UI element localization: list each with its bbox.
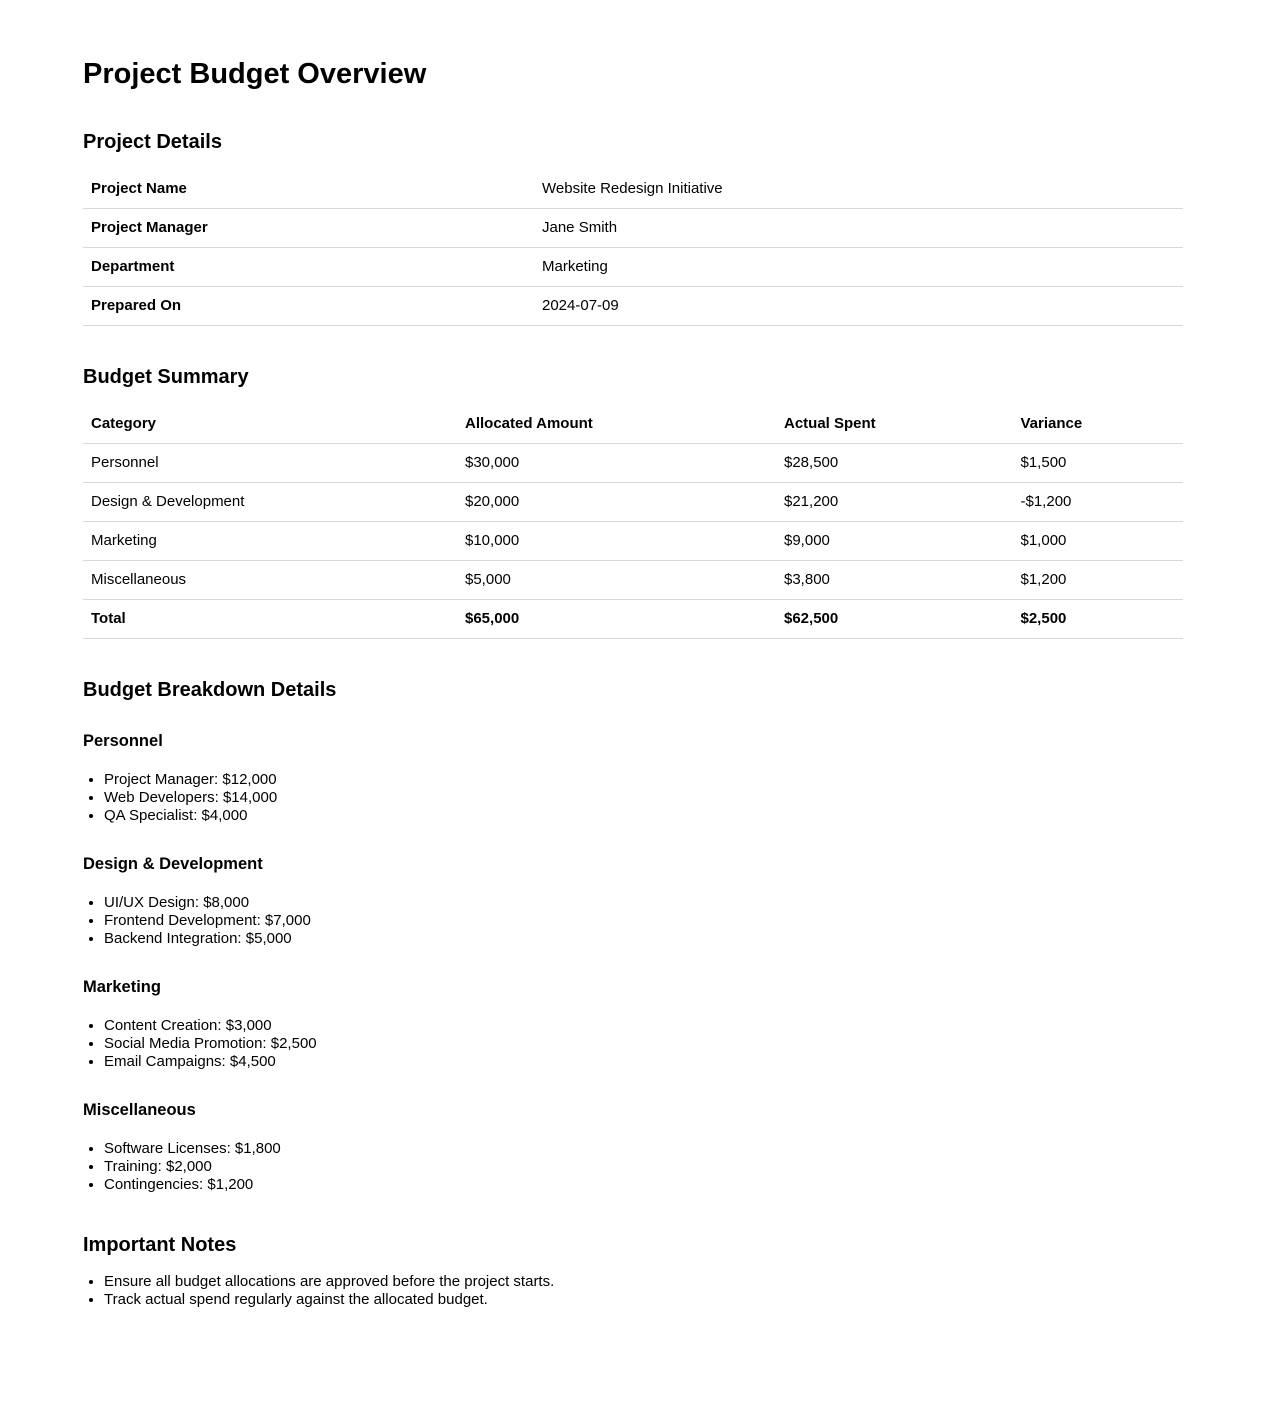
breakdown-list bbox=[83, 1140, 1183, 1194]
breakdown-list-item: • Training: $2,000 bbox=[104, 1158, 1183, 1176]
budget-summary-cell: $3,800 bbox=[776, 561, 1013, 600]
project-details-label: Project Name bbox=[83, 170, 534, 209]
section-heading-budget-summary: Budget Summary bbox=[83, 366, 249, 388]
budget-summary-column-header: Category bbox=[83, 405, 457, 444]
budget-summary-column-header: Allocated Amount bbox=[457, 405, 776, 444]
project-details-table bbox=[83, 170, 1183, 326]
project-details-value: 2024-07-09 bbox=[534, 287, 1183, 326]
budget-summary-cell: $9,000 bbox=[776, 522, 1013, 561]
breakdown-list-item: • Software Licenses: $1,800 bbox=[104, 1140, 1183, 1158]
budget-summary-cell: $1,200 bbox=[1013, 561, 1184, 600]
budget-breakdown-sections bbox=[83, 732, 1183, 1194]
breakdown-list-item: • Contingencies: $1,200 bbox=[104, 1176, 1183, 1194]
budget-summary-cell: Design & Development bbox=[83, 483, 457, 522]
budget-summary-cell: $21,200 bbox=[776, 483, 1013, 522]
budget-summary-header-row bbox=[83, 405, 1183, 444]
section-heading-project-details: Project Details bbox=[83, 131, 222, 153]
section-heading-budget-breakdown: Budget Breakdown Details bbox=[83, 679, 337, 701]
important-note-item: • Ensure all budget allocations are approved before the project starts. bbox=[104, 1273, 1183, 1291]
project-details-row bbox=[83, 209, 1183, 248]
budget-summary-total-cell: $2,500 bbox=[1013, 600, 1184, 639]
breakdown-subheading: Marketing bbox=[83, 978, 161, 996]
budget-summary-column-header: Variance bbox=[1013, 405, 1184, 444]
budget-summary-row bbox=[83, 522, 1183, 561]
project-details-value: Website Redesign Initiative bbox=[534, 170, 1183, 209]
budget-summary-cell: Marketing bbox=[83, 522, 457, 561]
budget-summary-cell: $1,500 bbox=[1013, 444, 1184, 483]
budget-summary-total-cell: $62,500 bbox=[776, 600, 1013, 639]
breakdown-subheading: Design & Development bbox=[83, 855, 263, 873]
budget-summary-column-header: Actual Spent bbox=[776, 405, 1013, 444]
important-notes-list bbox=[83, 1273, 1183, 1309]
breakdown-list-item: • UI/UX Design: $8,000 bbox=[104, 894, 1183, 912]
breakdown-list-item: • Project Manager: $12,000 bbox=[104, 771, 1183, 789]
budget-summary-cell: $28,500 bbox=[776, 444, 1013, 483]
breakdown-list-item: • Social Media Promotion: $2,500 bbox=[104, 1035, 1183, 1053]
breakdown-list bbox=[83, 1017, 1183, 1071]
section-heading-important-notes: Important Notes bbox=[83, 1234, 237, 1256]
budget-summary-cell: -$1,200 bbox=[1013, 483, 1184, 522]
budget-summary-cell: Personnel bbox=[83, 444, 457, 483]
budget-summary-cell: $10,000 bbox=[457, 522, 776, 561]
budget-summary-cell: $1,000 bbox=[1013, 522, 1184, 561]
project-details-label: Department bbox=[83, 248, 534, 287]
budget-summary-total-cell: Total bbox=[83, 600, 457, 639]
budget-summary-row bbox=[83, 483, 1183, 522]
project-details-row bbox=[83, 287, 1183, 326]
breakdown-list-item: • Email Campaigns: $4,500 bbox=[104, 1053, 1183, 1071]
budget-summary-row bbox=[83, 444, 1183, 483]
breakdown-list-item: • Frontend Development: $7,000 bbox=[104, 912, 1183, 930]
breakdown-list-item: • Content Creation: $3,000 bbox=[104, 1017, 1183, 1035]
budget-summary-table bbox=[83, 405, 1183, 639]
budget-summary-row bbox=[83, 561, 1183, 600]
project-details-label: Prepared On bbox=[83, 287, 534, 326]
breakdown-list bbox=[83, 771, 1183, 825]
breakdown-subheading: Personnel bbox=[83, 732, 163, 750]
project-details-value: Marketing bbox=[534, 248, 1183, 287]
breakdown-list-item: • Web Developers: $14,000 bbox=[104, 789, 1183, 807]
breakdown-subheading: Miscellaneous bbox=[83, 1101, 196, 1119]
budget-summary-cell: Miscellaneous bbox=[83, 561, 457, 600]
breakdown-list-item: • QA Specialist: $4,000 bbox=[104, 807, 1183, 825]
breakdown-list-item: • Backend Integration: $5,000 bbox=[104, 930, 1183, 948]
page-title: Project Budget Overview bbox=[83, 58, 427, 90]
budget-summary-cell: $20,000 bbox=[457, 483, 776, 522]
budget-summary-cell: $5,000 bbox=[457, 561, 776, 600]
budget-summary-total-cell: $65,000 bbox=[457, 600, 776, 639]
breakdown-list bbox=[83, 894, 1183, 948]
project-details-label: Project Manager bbox=[83, 209, 534, 248]
budget-summary-cell: $30,000 bbox=[457, 444, 776, 483]
important-note-item: • Track actual spend regularly against the allocated budget. bbox=[104, 1291, 1183, 1309]
project-details-value: Jane Smith bbox=[534, 209, 1183, 248]
project-details-row bbox=[83, 248, 1183, 287]
budget-summary-total-row bbox=[83, 600, 1183, 639]
project-details-row bbox=[83, 170, 1183, 209]
